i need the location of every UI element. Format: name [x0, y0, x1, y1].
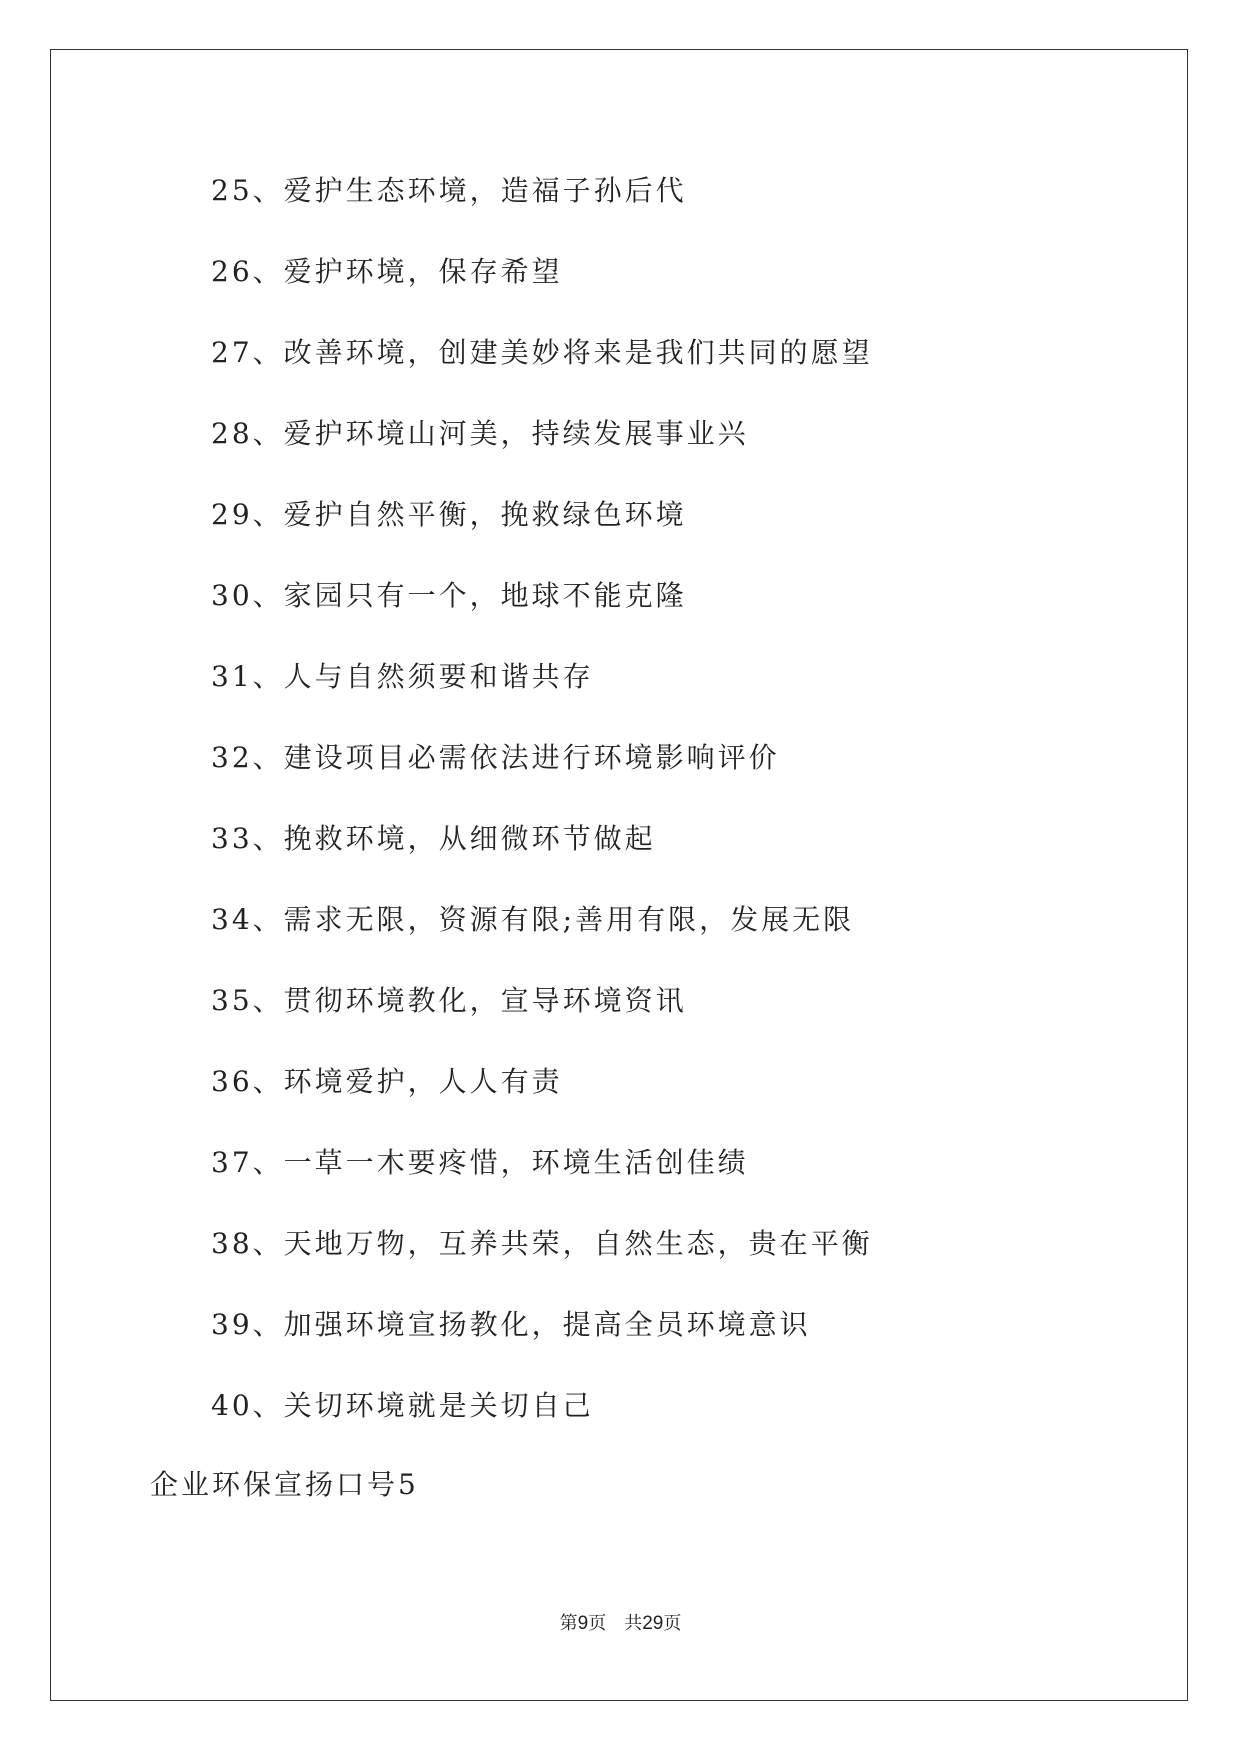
- list-item: 26、爱护环境，保存希望: [211, 255, 563, 288]
- page-suffix: 页: [588, 1613, 607, 1634]
- list-item: 32、建设项目必需依法进行环境影响评价: [211, 741, 780, 774]
- list-item: 27、改善环境，创建美妙将来是我们共同的愿望: [211, 336, 873, 369]
- total-prefix: 共: [624, 1613, 643, 1634]
- list-item: 29、爱护自然平衡，挽救绿色环境: [211, 498, 687, 531]
- slogan-list: [211, 168, 873, 1464]
- list-item: 28、爱护环境山河美，持续发展事业兴: [211, 417, 749, 450]
- list-item: 31、人与自然须要和谐共存: [211, 660, 594, 693]
- list-item: 37、一草一木要疼惜，环境生活创佳绩: [211, 1146, 749, 1179]
- list-item: 35、贯彻环境教化，宣导环境资讯: [211, 984, 687, 1017]
- list-item: 40、关切环境就是关切自己: [211, 1389, 594, 1422]
- page-footer: [0, 1612, 1241, 1636]
- list-item: 25、爱护生态环境，造福子孙后代: [211, 174, 687, 207]
- section-heading: 企业环保宣扬口号5: [150, 1468, 419, 1501]
- list-item: 34、需求无限，资源有限;善用有限，发展无限: [211, 903, 855, 936]
- total-suffix: 页: [663, 1613, 682, 1634]
- total-pages: 29: [642, 1613, 664, 1634]
- page-number: 9: [577, 1613, 589, 1634]
- list-item: 30、家园只有一个，地球不能克隆: [211, 579, 687, 612]
- list-item: 38、天地万物，互养共荣，自然生态，贵在平衡: [211, 1227, 873, 1260]
- list-item: 33、挽救环境，从细微环节做起: [211, 822, 656, 855]
- list-item: 36、环境爱护，人人有责: [211, 1065, 563, 1098]
- page-prefix: 第: [559, 1613, 578, 1634]
- list-item: 39、加强环境宣扬教化，提高全员环境意识: [211, 1308, 811, 1341]
